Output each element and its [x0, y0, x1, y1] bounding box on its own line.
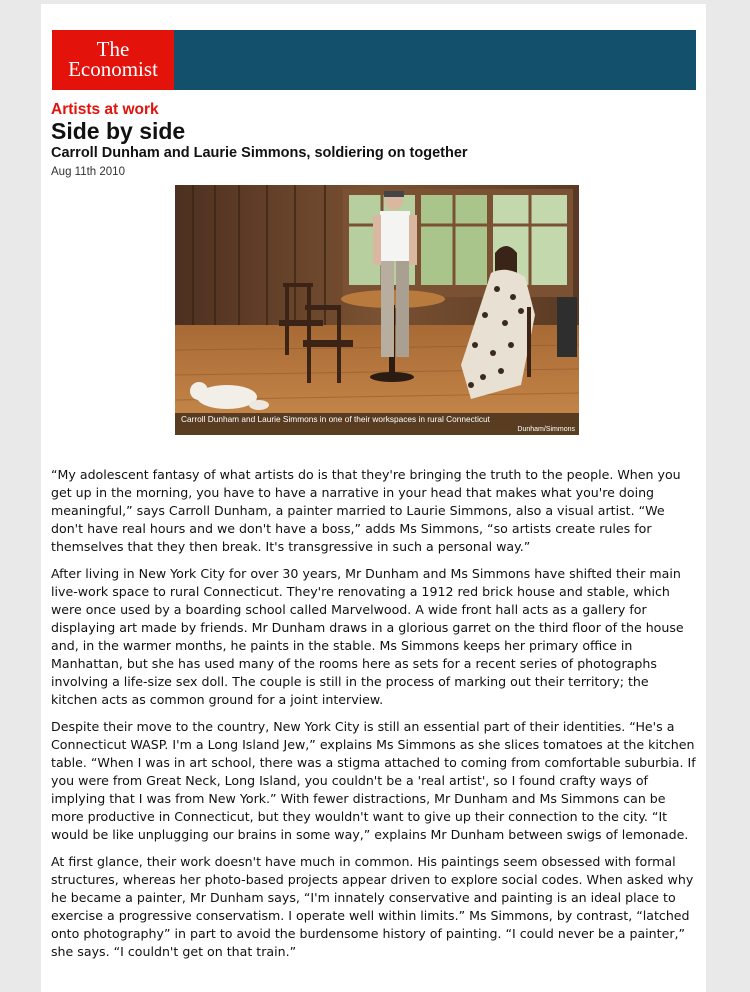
article-date: Aug 11th 2010 — [51, 166, 125, 178]
economist-logo[interactable] — [52, 30, 174, 90]
paragraph: After living in New York City for over 30 years, Mr Dunham and Ms Simmons have shifted their main live-work space to rural Connecticut. They're renovating a 1912 red brick house and stable, which were once used by a boarding school called Marvelwood. A wide front hall acts as a gallery for displaying art made by friends. Mr Dunham draws in a glorious garret on the third floor of the house and, in the warmer months, he paints in the stable. Ms Simmons keeps her primary office in Manhattan, but she has used many of the rooms here as sets for a recent series of photographs involving a life-size sex doll. The couple is still in the process of marking out their territory; the kitchen acts as common ground for a joint interview. — [51, 566, 684, 707]
paragraph: At first glance, their work doesn't have much in common. His paintings seem obsessed with formal structures, whereas her photo-based projects appear driven to explore social codes. When asked why he became a painter, Mr Dunham says, “I'm innately conservative and painting is an ideal place to exercise a progressive conservatism. I operate well within limits.” Ms Simmons, by contrast, “latched onto photography” in part to avoid the burdensome history of painting. “I could never be a painter,” she says. “I couldn't get on that train.” — [51, 854, 694, 959]
paragraph: “My adolescent fantasy of what artists do is that they're bringing the truth to the people. When you get up in the morning, you have to have a narrative in your head that makes what you're doing meaningful,” says Carroll Dunham, a painter married to Laurie Simmons, also a visual artist. “We don't have real hours and we don't have a boss,” adds Ms Simmons, “so artists create rules for themselves that they then break. It's transgressive in such a personal way.” — [51, 467, 681, 554]
logo-line-1: The — [96, 37, 130, 61]
paragraph: Despite their move to the country, New York City is still an essential part of their identities. “He's a Connecticut WASP. I'm a Long Island Jew,” explains Ms Simmons as she slices tomatoes at the kitchen table. “When I was in art school, there was a stigma attached to coming from comfortable suburbia. If you were from Great Neck, Long Island, you couldn't be a 'real artist', so I found crafty ways of implying that I was from New York.” With fewer distractions, Mr Dunham and Ms Simmons can be more productive in Connecticut, but they wouldn't want to give up their connection to the city. “It would be like unplugging our brains in some way,” explains Mr Dunham between swigs of lemonade. — [51, 719, 696, 842]
article-headline: Side by side — [51, 118, 186, 144]
photo-credit: Dunham/Simmons — [517, 426, 575, 433]
article-body — [51, 466, 696, 970]
logo-line-2: Economist — [68, 57, 158, 81]
article-page — [41, 4, 706, 992]
masthead-bar — [52, 30, 696, 90]
article-photo — [175, 185, 579, 435]
photo-illustration — [175, 185, 579, 435]
article-subhead: Carroll Dunham and Laurie Simmons, soldiering on together — [51, 145, 468, 161]
photo-caption: Carroll Dunham and Laurie Simmons in one of their workspaces in rural Connecticut — [181, 414, 490, 424]
article-kicker: Artists at work — [51, 101, 159, 118]
